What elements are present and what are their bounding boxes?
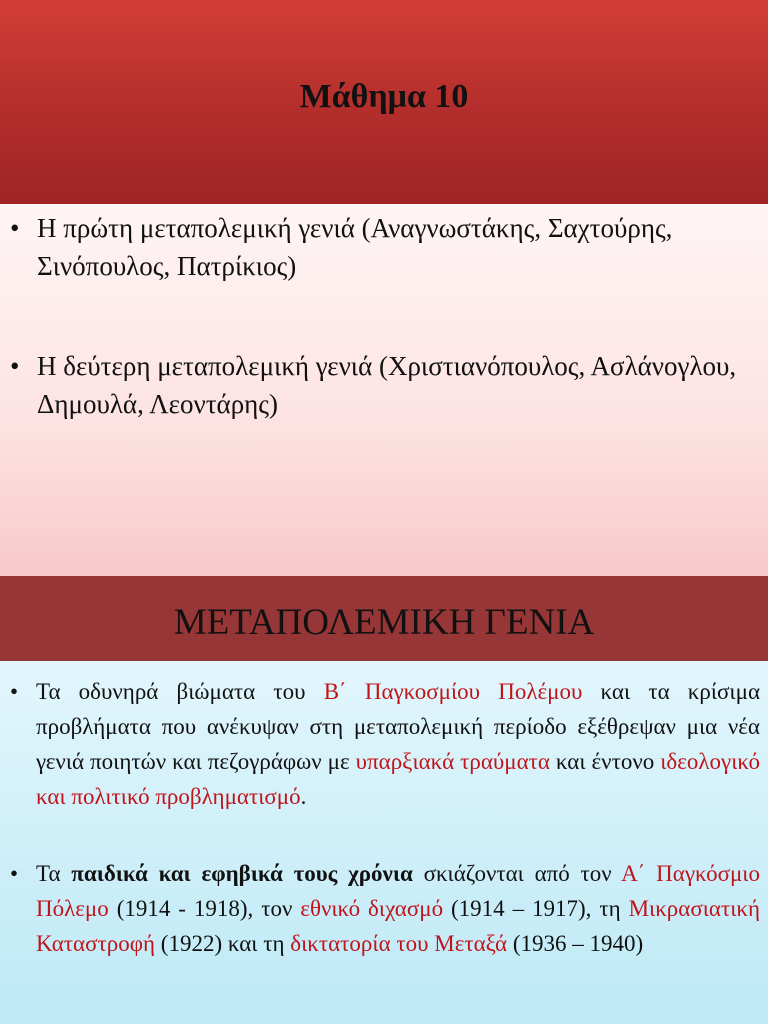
highlight-text: Β΄ Παγκοσμίου Πολέμου	[323, 679, 583, 704]
slide-body	[0, 204, 768, 576]
bullet-text: Τα οδυνηρά βιώματα του Β΄ Παγκοσμίου Πολέμου και τα κρίσιμα προβλήματα που ανέκυψαν στη μεταπολεμική περίοδο εξέθρεψαν μια νέα γενιά ποιητών και πεζογράφων με υπαρξιακά τραύματα και έντονο ιδεολογικό και πολιτικό προβληματισμό.	[36, 679, 761, 809]
slide-body	[0, 661, 768, 1024]
bold-text: παιδικά και εφηβικά τους χρόνια	[71, 861, 413, 886]
bullet-item	[10, 209, 745, 285]
slide-title: Μάθημα 10	[299, 78, 469, 115]
bullet-icon: •	[10, 351, 20, 381]
bullet-item	[10, 856, 760, 961]
bullet-icon: •	[10, 861, 19, 886]
highlight-text: εθνικό διχασμό	[300, 896, 444, 921]
slide-header	[0, 576, 768, 661]
bullet-item	[10, 674, 760, 814]
slide-postwar-generation	[0, 576, 768, 1024]
bullet-text: Η δεύτερη μεταπολεμική γενιά (Χριστιανόπουλος, Ασλάνογλου, Δημουλά, Λεοντάρης)	[37, 351, 737, 419]
slide-title: ΜΕΤΑΠΟΛΕΜΙΚΗ ΓΕΝΙΑ	[173, 602, 595, 643]
highlight-text: Α΄ Παγκόσμιο Πόλεμο	[36, 861, 760, 921]
highlight-text: ιδεολογικό και πολιτικό προβληματισμό	[36, 749, 760, 809]
bullet-icon: •	[10, 679, 19, 704]
highlight-text: υπαρξιακά τραύματα	[355, 749, 550, 774]
bullet-icon: •	[10, 213, 20, 243]
bullet-text: Η πρώτη μεταπολεμική γενιά (Αναγνωστάκης, Σαχτούρης, Σινόπουλος, Πατρίκιος)	[37, 213, 673, 281]
bullet-item	[10, 347, 745, 423]
bullet-text: Τα παιδικά και εφηβικά τους χρόνια σκιάζονται από τον Α΄ Παγκόσμιο Πόλεμο (1914 - 1918), τον εθνικό διχασμό (1914 – 1917), τη Μικρασιατική Καταστροφή (1922) και τη δικτατορία του Μεταξά (1936 – 1940)	[36, 861, 761, 956]
highlight-text: Μικρασιατική Καταστροφή	[36, 896, 761, 956]
highlight-text: δικτατορία του Μεταξά	[290, 931, 508, 956]
slide-header	[0, 0, 768, 204]
